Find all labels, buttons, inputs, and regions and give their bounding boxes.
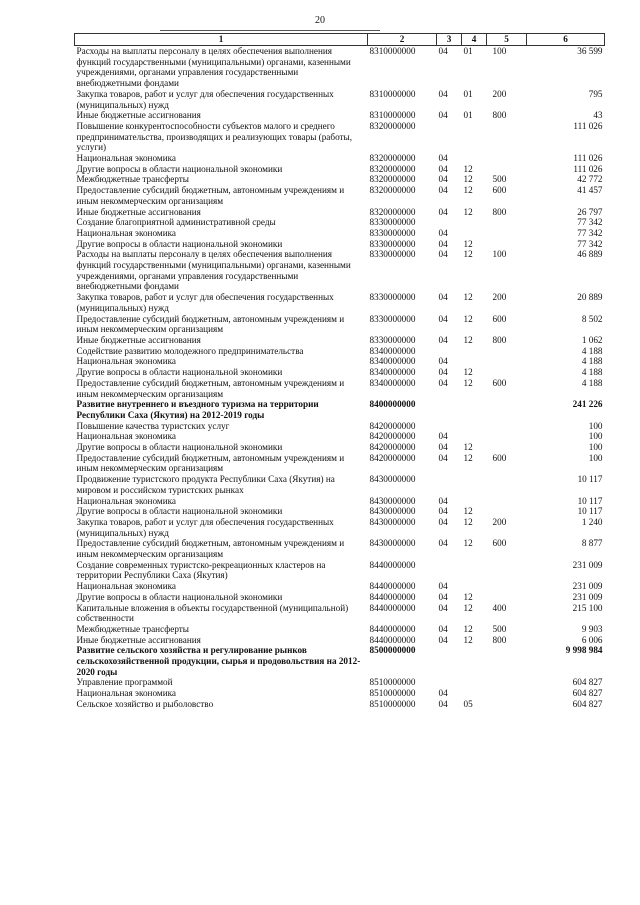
row-section: 04 bbox=[438, 581, 448, 592]
row-section bbox=[437, 421, 462, 432]
row-code: 8420000000 bbox=[369, 442, 416, 453]
row-code: 8320000000 bbox=[369, 163, 416, 174]
row-expense-type: 800 bbox=[492, 634, 507, 645]
row-subsection bbox=[462, 581, 487, 592]
row-code: 8510000000 bbox=[369, 688, 416, 699]
row-section: 04 bbox=[438, 249, 448, 260]
row-name: Межбюджетные трансферты bbox=[76, 174, 189, 185]
row-expense-type bbox=[487, 121, 527, 153]
row-subsection: 12 bbox=[463, 238, 473, 249]
row-code: 8420000000 bbox=[369, 420, 416, 431]
row-subsection: 12 bbox=[463, 538, 473, 549]
row-expense-type bbox=[487, 474, 527, 495]
row-subsection bbox=[462, 346, 487, 357]
row-section: 04 bbox=[438, 634, 448, 645]
row-code: 8420000000 bbox=[369, 452, 416, 463]
row-section: 04 bbox=[438, 495, 448, 506]
row-name: Повышение качества туристских услуг bbox=[76, 420, 230, 431]
row-code: 8500000000 bbox=[369, 645, 416, 656]
row-section: 04 bbox=[438, 623, 448, 634]
row-expense-type bbox=[487, 560, 527, 581]
row-name: Повышение конкурентоспособности субъектов малого и среднего предпринимательства, производящих и реализующих товары (работы, услуги) bbox=[76, 120, 353, 153]
row-name: Создание современных туристско-рекреационных кластеров на территории Республики Саха (Якутия) bbox=[76, 559, 326, 581]
table-row bbox=[75, 688, 605, 699]
row-section bbox=[437, 346, 462, 357]
table-row bbox=[75, 603, 605, 624]
row-name: Национальная экономика bbox=[76, 431, 177, 442]
row-amount: 46 889 bbox=[577, 249, 603, 260]
table-row bbox=[75, 453, 605, 474]
row-amount: 42 772 bbox=[577, 174, 603, 185]
row-section: 04 bbox=[438, 313, 448, 324]
col-header-2: 2 bbox=[368, 34, 437, 46]
table-row bbox=[75, 174, 605, 185]
row-name: Предоставление субсидий бюджетным, автономным учреждениям и иным некоммерческим организациям bbox=[76, 185, 345, 206]
row-amount: 77 342 bbox=[577, 217, 603, 228]
row-amount: 111 026 bbox=[573, 163, 603, 174]
row-amount: 9 903 bbox=[581, 623, 603, 634]
row-section: 04 bbox=[438, 452, 448, 463]
row-name: Содействие развитию молодежного предпринимательства bbox=[76, 345, 304, 356]
row-section bbox=[437, 121, 462, 153]
row-amount: 41 457 bbox=[577, 185, 603, 196]
table-row bbox=[75, 249, 605, 292]
row-subsection bbox=[462, 677, 487, 688]
row-expense-type: 800 bbox=[492, 110, 507, 121]
row-amount: 795 bbox=[588, 88, 603, 99]
row-section: 04 bbox=[438, 602, 448, 613]
row-amount: 10 117 bbox=[577, 474, 603, 485]
table-row bbox=[75, 378, 605, 399]
col-header-1: 1 bbox=[75, 34, 368, 46]
row-expense-type: 600 bbox=[492, 538, 507, 549]
row-expense-type bbox=[487, 153, 527, 164]
row-subsection bbox=[462, 431, 487, 442]
row-code: 8440000000 bbox=[369, 559, 416, 570]
row-section: 04 bbox=[438, 206, 448, 217]
table-row bbox=[75, 153, 605, 164]
row-amount: 10 117 bbox=[577, 495, 603, 506]
row-section bbox=[437, 399, 462, 420]
row-amount: 231 009 bbox=[572, 581, 603, 592]
row-name: Другие вопросы в области национальной экономики bbox=[76, 238, 283, 249]
row-subsection bbox=[462, 560, 487, 581]
table-row bbox=[75, 46, 605, 89]
row-code: 8320000000 bbox=[369, 174, 416, 185]
row-code: 8310000000 bbox=[369, 110, 416, 121]
row-section: 04 bbox=[438, 698, 448, 709]
row-expense-type bbox=[487, 228, 527, 239]
table-row bbox=[75, 335, 605, 346]
row-subsection: 12 bbox=[463, 442, 473, 453]
row-code: 8330000000 bbox=[369, 313, 416, 324]
row-code: 8340000000 bbox=[369, 377, 416, 388]
table-row bbox=[75, 496, 605, 507]
row-name: Управление программой bbox=[76, 677, 173, 688]
row-code: 8330000000 bbox=[369, 217, 416, 228]
row-code: 8320000000 bbox=[369, 120, 416, 131]
table-row bbox=[75, 645, 605, 677]
row-subsection bbox=[462, 399, 487, 420]
table-row bbox=[75, 346, 605, 357]
table-row bbox=[75, 560, 605, 581]
row-section: 04 bbox=[438, 88, 448, 99]
row-section: 04 bbox=[438, 356, 448, 367]
row-subsection: 12 bbox=[463, 452, 473, 463]
row-subsection: 01 bbox=[463, 110, 473, 121]
row-name: Предоставление субсидий бюджетным, автономным учреждениям и иным некоммерческим организациям bbox=[76, 452, 345, 474]
row-expense-type bbox=[487, 217, 527, 228]
row-name: Предоставление субсидий бюджетным, автономным учреждениям и иным некоммерческим организациям bbox=[76, 377, 345, 399]
row-section: 04 bbox=[438, 431, 448, 442]
table-row bbox=[75, 228, 605, 239]
row-code: 8440000000 bbox=[369, 623, 416, 634]
row-code: 8430000000 bbox=[369, 538, 416, 549]
row-code: 8330000000 bbox=[369, 238, 416, 249]
row-subsection: 01 bbox=[463, 88, 473, 99]
row-section bbox=[437, 474, 462, 495]
row-expense-type bbox=[487, 239, 527, 250]
row-code: 8330000000 bbox=[369, 249, 416, 260]
row-code: 8430000000 bbox=[369, 474, 416, 485]
table-row bbox=[75, 89, 605, 110]
table-row bbox=[75, 239, 605, 250]
table-row bbox=[75, 121, 605, 153]
col-header-3: 3 bbox=[437, 34, 462, 46]
table-row bbox=[75, 399, 605, 420]
row-code: 8330000000 bbox=[369, 227, 416, 238]
row-expense-type bbox=[487, 431, 527, 442]
row-expense-type: 100 bbox=[492, 249, 507, 260]
row-name: Национальная экономика bbox=[76, 688, 177, 699]
row-subsection: 12 bbox=[463, 591, 473, 602]
row-code: 8340000000 bbox=[369, 356, 416, 367]
table-row bbox=[75, 110, 605, 121]
row-amount: 1 240 bbox=[581, 516, 603, 527]
row-name: Другие вопросы в области национальной экономики bbox=[76, 442, 283, 453]
row-amount: 77 342 bbox=[577, 238, 603, 249]
row-expense-type: 200 bbox=[492, 292, 507, 303]
row-amount: 6 006 bbox=[581, 634, 603, 645]
row-subsection: 12 bbox=[463, 163, 473, 174]
row-code: 8440000000 bbox=[369, 591, 416, 602]
row-section: 04 bbox=[438, 153, 448, 164]
row-amount: 604 827 bbox=[572, 677, 603, 688]
row-subsection: 12 bbox=[463, 516, 473, 527]
row-section: 04 bbox=[438, 516, 448, 527]
row-expense-type bbox=[487, 346, 527, 357]
row-expense-type bbox=[487, 164, 527, 175]
row-subsection: 12 bbox=[463, 377, 473, 388]
row-name: Национальная экономика bbox=[76, 581, 177, 592]
row-subsection bbox=[462, 121, 487, 153]
row-section bbox=[437, 645, 462, 677]
row-subsection bbox=[462, 421, 487, 432]
row-amount: 4 188 bbox=[581, 367, 603, 378]
row-name: Развитие сельского хозяйства и регулирование рынков сельскохозяйственной продукции, сырья и продовольствия на 2012-2020 годы bbox=[76, 645, 361, 677]
row-expense-type bbox=[487, 442, 527, 453]
row-amount: 215 100 bbox=[572, 602, 603, 613]
row-name: Национальная экономика bbox=[76, 153, 177, 164]
row-code: 8340000000 bbox=[369, 367, 416, 378]
row-name: Другие вопросы в области национальной экономики bbox=[76, 163, 283, 174]
row-subsection: 12 bbox=[463, 602, 473, 613]
row-expense-type: 200 bbox=[492, 516, 507, 527]
table-row bbox=[75, 431, 605, 442]
row-expense-type: 800 bbox=[492, 334, 507, 345]
row-expense-type: 400 bbox=[492, 602, 507, 613]
row-subsection: 01 bbox=[463, 46, 473, 56]
table-row bbox=[75, 635, 605, 646]
row-code: 8330000000 bbox=[369, 292, 416, 303]
row-amount: 77 342 bbox=[577, 227, 603, 238]
row-subsection bbox=[462, 496, 487, 507]
row-name: Межбюджетные трансферты bbox=[76, 623, 189, 634]
top-rule bbox=[160, 30, 380, 31]
row-amount: 26 797 bbox=[577, 206, 603, 217]
row-amount: 20 889 bbox=[577, 292, 603, 303]
row-expense-type bbox=[487, 581, 527, 592]
row-subsection: 12 bbox=[463, 313, 473, 324]
row-code: 8430000000 bbox=[369, 516, 416, 527]
row-name: Другие вопросы в области национальной экономики bbox=[76, 506, 283, 517]
row-section: 04 bbox=[438, 442, 448, 453]
row-name: Капитальные вложения в объекты государственной (муниципальной) собственности bbox=[76, 602, 349, 624]
row-subsection bbox=[462, 356, 487, 367]
row-amount: 231 009 bbox=[572, 559, 603, 570]
table-row bbox=[75, 356, 605, 367]
row-expense-type bbox=[487, 496, 527, 507]
row-code: 8330000000 bbox=[369, 334, 416, 345]
row-code: 8310000000 bbox=[369, 46, 416, 56]
row-subsection: 12 bbox=[463, 634, 473, 645]
row-code: 8340000000 bbox=[369, 345, 416, 356]
row-amount: 100 bbox=[588, 442, 603, 453]
row-amount: 8 502 bbox=[581, 313, 603, 324]
row-name: Иные бюджетные ассигнования bbox=[76, 110, 201, 121]
row-expense-type bbox=[487, 421, 527, 432]
row-name: Сельское хозяйство и рыболовство bbox=[76, 698, 214, 709]
table-row bbox=[75, 292, 605, 313]
row-amount: 241 226 bbox=[572, 399, 603, 410]
row-name: Предоставление субсидий бюджетным, автономным учреждениям и иным некоммерческим организациям bbox=[76, 538, 345, 560]
row-amount: 100 bbox=[588, 452, 603, 463]
row-name: Иные бюджетные ассигнования bbox=[76, 334, 201, 345]
table-row bbox=[75, 217, 605, 228]
row-section bbox=[437, 677, 462, 688]
row-expense-type bbox=[487, 699, 527, 710]
row-subsection: 12 bbox=[463, 249, 473, 260]
row-code: 8320000000 bbox=[369, 206, 416, 217]
row-section bbox=[437, 560, 462, 581]
row-expense-type: 100 bbox=[492, 46, 507, 56]
table-row bbox=[75, 421, 605, 432]
row-name: Другие вопросы в области национальной экономики bbox=[76, 367, 283, 378]
row-code: 8510000000 bbox=[369, 677, 416, 688]
row-expense-type: 600 bbox=[492, 185, 507, 196]
row-section: 04 bbox=[438, 367, 448, 378]
row-section: 04 bbox=[438, 227, 448, 238]
row-section: 04 bbox=[438, 377, 448, 388]
row-subsection: 12 bbox=[463, 206, 473, 217]
row-section: 04 bbox=[438, 334, 448, 345]
row-amount: 4 188 bbox=[581, 377, 603, 388]
row-section: 04 bbox=[438, 46, 448, 56]
row-expense-type bbox=[487, 688, 527, 699]
table-row bbox=[75, 677, 605, 688]
row-name: Национальная экономика bbox=[76, 356, 177, 367]
row-code: 8400000000 bbox=[369, 399, 416, 410]
row-expense-type: 600 bbox=[492, 452, 507, 463]
row-expense-type bbox=[487, 677, 527, 688]
table-row bbox=[75, 367, 605, 378]
table-row bbox=[75, 185, 605, 206]
row-name: Национальная экономика bbox=[76, 227, 177, 238]
row-expense-type bbox=[487, 356, 527, 367]
row-amount: 604 827 bbox=[572, 688, 603, 699]
row-section: 04 bbox=[438, 591, 448, 602]
row-name: Закупка товаров, работ и услуг для обеспечения государственных (муниципальных) нужд bbox=[76, 292, 334, 313]
row-expense-type bbox=[487, 645, 527, 677]
row-subsection: 12 bbox=[463, 367, 473, 378]
row-amount: 1 062 bbox=[581, 334, 603, 345]
row-section: 04 bbox=[438, 110, 448, 121]
row-code: 8440000000 bbox=[369, 602, 416, 613]
row-subsection: 12 bbox=[463, 623, 473, 634]
row-subsection bbox=[462, 228, 487, 239]
row-subsection: 05 bbox=[463, 698, 473, 709]
row-section: 04 bbox=[438, 238, 448, 249]
row-name: Иные бюджетные ассигнования bbox=[76, 634, 201, 645]
row-name: Национальная экономика bbox=[76, 495, 177, 506]
row-subsection: 12 bbox=[463, 506, 473, 517]
row-section: 04 bbox=[438, 174, 448, 185]
col-header-4: 4 bbox=[462, 34, 487, 46]
row-name: Другие вопросы в области национальной экономики bbox=[76, 591, 283, 602]
table-row bbox=[75, 538, 605, 559]
row-section: 04 bbox=[438, 688, 448, 699]
row-code: 8320000000 bbox=[369, 153, 416, 164]
row-code: 8320000000 bbox=[369, 185, 416, 196]
row-section: 04 bbox=[438, 538, 448, 549]
row-amount: 111 026 bbox=[573, 153, 603, 164]
table-row bbox=[75, 506, 605, 517]
row-amount: 111 026 bbox=[573, 120, 603, 131]
row-name: Закупка товаров, работ и услуг для обеспечения государственных (муниципальных) нужд bbox=[76, 88, 334, 110]
row-amount: 8 877 bbox=[581, 538, 603, 549]
row-expense-type: 600 bbox=[492, 313, 507, 324]
row-amount: 100 bbox=[588, 431, 603, 442]
row-subsection bbox=[462, 153, 487, 164]
row-amount: 100 bbox=[588, 420, 603, 431]
table-row bbox=[75, 624, 605, 635]
row-name: Создание благоприятной административной среды bbox=[76, 217, 276, 228]
table-row bbox=[75, 592, 605, 603]
table-row bbox=[75, 164, 605, 175]
row-code: 8420000000 bbox=[369, 431, 416, 442]
row-name: Расходы на выплаты персоналу в целях обеспечения выполнения функций государственными (муниципальными) органами, казенными учреждениями, органами управления государственными внебюджетными фондами bbox=[76, 46, 351, 89]
row-subsection bbox=[462, 645, 487, 677]
row-section: 04 bbox=[438, 506, 448, 517]
row-amount: 36 599 bbox=[577, 46, 603, 56]
table-row bbox=[75, 207, 605, 218]
row-expense-type bbox=[487, 399, 527, 420]
row-amount: 9 998 984 bbox=[565, 645, 603, 656]
table-row bbox=[75, 314, 605, 335]
row-expense-type: 600 bbox=[492, 377, 507, 388]
table-row bbox=[75, 474, 605, 495]
row-amount: 231 009 bbox=[572, 591, 603, 602]
row-name: Иные бюджетные ассигнования bbox=[76, 206, 201, 217]
row-subsection bbox=[462, 688, 487, 699]
row-name: Расходы на выплаты персоналу в целях обеспечения выполнения функций государственными (муниципальными) органами, казенными учреждениями, органами управления государственными внебюджетными фондами bbox=[76, 249, 351, 292]
col-header-6: 6 bbox=[527, 34, 605, 46]
row-code: 8440000000 bbox=[369, 581, 416, 592]
table-row bbox=[75, 517, 605, 538]
row-section: 04 bbox=[438, 163, 448, 174]
row-code: 8430000000 bbox=[369, 506, 416, 517]
budget-table bbox=[74, 33, 605, 710]
row-subsection bbox=[462, 217, 487, 228]
row-expense-type: 200 bbox=[492, 88, 507, 99]
row-expense-type bbox=[487, 367, 527, 378]
row-expense-type: 800 bbox=[492, 206, 507, 217]
row-amount: 4 188 bbox=[581, 345, 603, 356]
row-name: Предоставление субсидий бюджетным, автономным учреждениям и иным некоммерческим организациям bbox=[76, 313, 345, 335]
row-amount: 604 827 bbox=[572, 698, 603, 709]
row-expense-type bbox=[487, 506, 527, 517]
row-code: 8310000000 bbox=[369, 88, 416, 99]
row-name: Развитие внутреннего и въездного туризма на территории Республики Саха (Якутия) на 2012-2019 годы bbox=[76, 399, 319, 420]
row-name: Продвижение туристского продукта Республики Саха (Якутия) на мировом и российском туристских рынках bbox=[76, 474, 335, 495]
row-subsection: 12 bbox=[463, 334, 473, 345]
row-amount: 4 188 bbox=[581, 356, 603, 367]
row-section: 04 bbox=[438, 292, 448, 303]
row-expense-type bbox=[487, 592, 527, 603]
col-header-5: 5 bbox=[487, 34, 527, 46]
row-code: 8430000000 bbox=[369, 495, 416, 506]
row-subsection bbox=[462, 474, 487, 495]
row-subsection: 12 bbox=[463, 174, 473, 185]
row-subsection: 12 bbox=[463, 185, 473, 196]
row-section bbox=[437, 217, 462, 228]
row-expense-type: 500 bbox=[492, 623, 507, 634]
table-row bbox=[75, 699, 605, 710]
page-number: 20 bbox=[315, 15, 325, 26]
row-section: 04 bbox=[438, 185, 448, 196]
row-subsection: 12 bbox=[463, 292, 473, 303]
row-code: 8510000000 bbox=[369, 698, 416, 709]
row-code: 8440000000 bbox=[369, 634, 416, 645]
row-name: Закупка товаров, работ и услуг для обеспечения государственных (муниципальных) нужд bbox=[76, 516, 334, 538]
table-row bbox=[75, 581, 605, 592]
table-row bbox=[75, 442, 605, 453]
row-amount: 43 bbox=[593, 110, 603, 121]
header-row bbox=[75, 34, 605, 46]
row-expense-type: 500 bbox=[492, 174, 507, 185]
row-amount: 10 117 bbox=[577, 506, 603, 517]
